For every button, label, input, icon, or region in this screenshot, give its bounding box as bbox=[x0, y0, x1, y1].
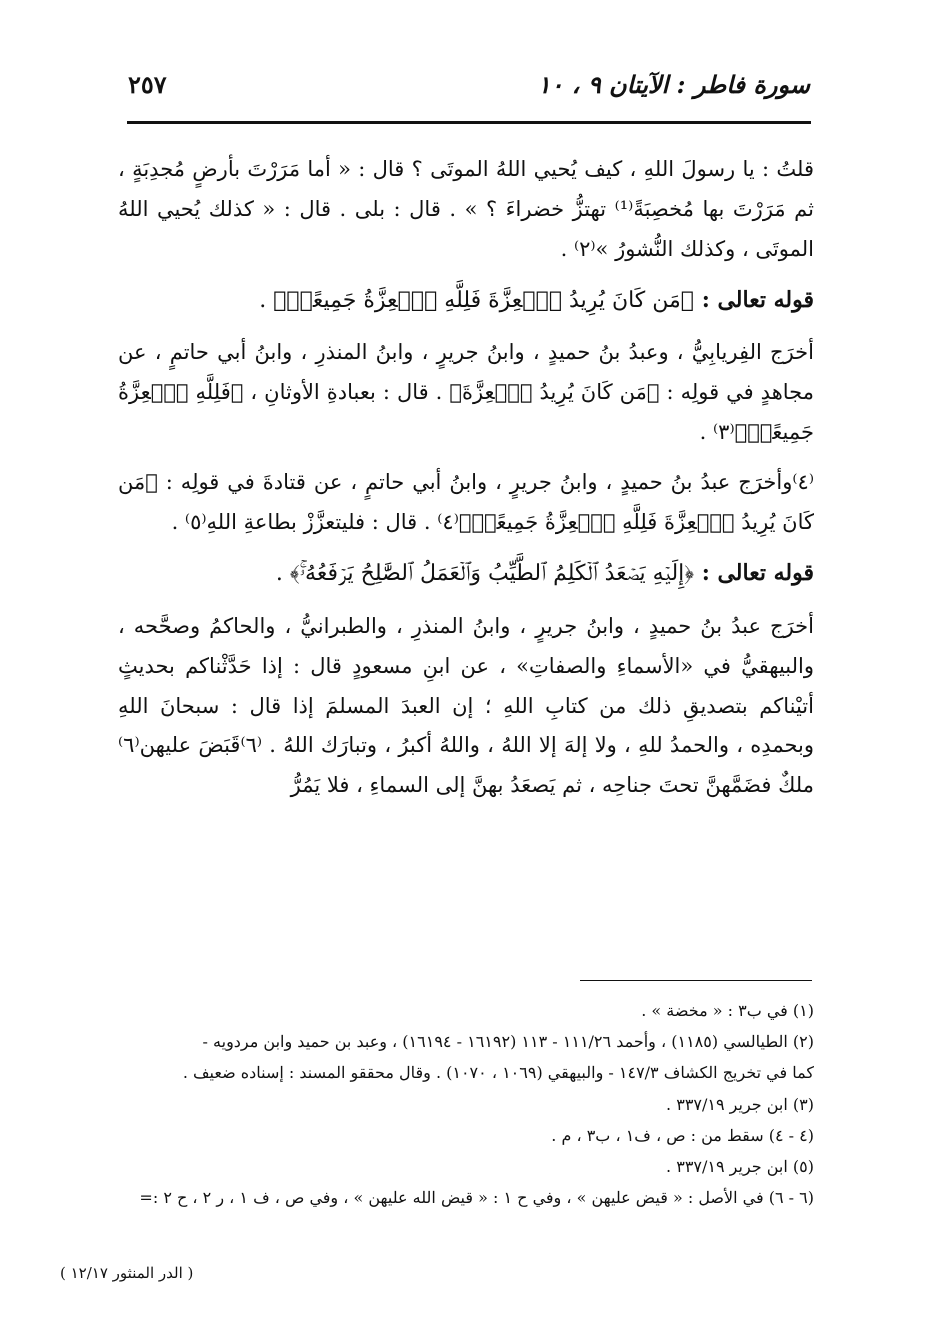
paragraph-2: أخرَج الفِريابِيُّ ، وعبدُ بنُ حميدٍ ، وابنُ جريرٍ ، وابنُ المنذرِ ، وابنُ أبي حاتمٍ ، عن مجاهدٍ في قولِه : ﴿مَن كَانَ يُرِيدُ ٱلۡعِزَّةَ﴾ . قال : بعبادةِ الأوثانِ ، ﴿فَلِلَّهِ ٱلۡعِزَّةُ جَمِيعًاۚ﴾⁽٣⁾ . bbox=[118, 340, 814, 445]
footnote-rule bbox=[580, 980, 812, 981]
footnotes bbox=[118, 995, 814, 1213]
footnote: (٣) ابن جرير ٣٣٧/١٩ . bbox=[666, 1094, 814, 1114]
verse-quote: ﴿مَن كَانَ يُرِيدُ ٱلۡعِزَّةَ فَلِلَّهِ ٱلۡعِزَّةُ جَمِيعًاۚ﴾ . bbox=[259, 287, 695, 313]
page-number: ٢٥٧ bbox=[128, 70, 167, 99]
page-header bbox=[128, 70, 810, 110]
footnote: كما في تخريج الكشاف ١٤٧/٣ - والبيهقي (١٠٦٩ ، ١٠٧٠) . وقال محققو المسند : إسناده ضعيف . bbox=[182, 1063, 814, 1083]
running-title: سورة فاطر : الآيتان ٩ ، ١٠ bbox=[537, 70, 810, 99]
verse-heading-1 bbox=[118, 280, 814, 322]
main-text bbox=[118, 150, 814, 806]
verse-heading-label: قوله تعالى : bbox=[701, 559, 814, 586]
footnote: (٤ - ٤) سقط من : ص ، ف١ ، ب٣ ، م . bbox=[551, 1125, 814, 1145]
signature-note: ( الدر المنثور ١٢/١٧ ) bbox=[60, 1264, 194, 1282]
footnote: (٦ - ٦) في الأصل : « قيض عليهن » ، وفي ح ١ : « قيض الله عليهن » ، وفي ص ، ف ١ ، ر ٢ ، ح ٢ := bbox=[139, 1188, 814, 1208]
footnote: (٢) الطيالسي (١١٨٥) ، وأحمد ١١١/٢٦ - ١١٣ (١٦١٩٢ - ١٦١٩٤) ، وعبد بن حميد وابن مردويه - bbox=[202, 1032, 814, 1052]
footnote: (١) في ب٣ : « مخضة » . bbox=[641, 1001, 814, 1020]
paragraph-3: ⁽٤⁾وأخرَج عبدُ بنُ حميدٍ ، وابنُ جريرٍ ، وابنُ أبي حاتمٍ ، عن قتادةَ في قولِه : ﴿مَن كَانَ يُرِيدُ ٱلۡعِزَّةَ فَلِلَّهِ ٱلۡعِزَّةُ جَمِيعًاۚ﴾⁽٤⁾ . قال : فليتعزَّزْ بطاعةِ اللهِ⁽٥⁾ . bbox=[118, 470, 814, 535]
paragraph-1: قلتُ : يا رسولَ اللهِ ، كيف يُحيي اللهُ الموتَى ؟ قال : « أما مَرَرْتَ بأرضٍ مُجدِبَةٍ ، ثم مَرَرْتَ بها مُخصِبَةً⁽¹⁾ تهتزُّ خضراءَ ؟ » . قال : بلى . قال : « كذلك يُحيي اللهُ الموتَى ، وكذلك النُّشورُ »⁽٢⁾ . bbox=[118, 157, 814, 261]
verse-heading-2 bbox=[118, 553, 814, 595]
verse-heading-label: قوله تعالى : bbox=[701, 286, 814, 313]
paragraph-4: أخرَج عبدُ بنُ حميدٍ ، وابنُ جريرٍ ، وابنُ المنذرِ ، والطبرانيُّ ، والحاكمُ وصحَّحه ، والبيهقيُّ في «الأسماءِ والصفاتِ» ، عن ابنِ مسعودٍ قال : إذا حَدَّثْناكم بحديثٍ أتيْناكم بتصديقِ ذلك من كتابِ اللهِ ؛ إن العبدَ المسلمَ إذا قال : سبحانَ اللهِ وبحمدِه ، والحمدُ للهِ ، ولا إلهَ إلا اللهُ ، واللهُ أكبرُ ، وتبارَك اللهُ . ⁽٦⁾قَبَضَ عليهن⁽٦⁾ ملكٌ فضَمَّهنَّ تحتَ جناحِه ، ثم يَصعَدُ بهنَّ إلى السماءِ ، فلا يَمُرُّ bbox=[118, 613, 815, 798]
header-rule bbox=[127, 121, 811, 124]
verse-quote: ﴿إِلَيۡهِ يَصۡعَدُ ٱلۡكَلِمُ ٱلطَّيِّبُ وَٱلۡعَمَلُ ٱلصَّٰلِحُ يَرۡفَعُهُۥۚ﴾ . bbox=[275, 560, 695, 586]
footnote: (٥) ابن جرير ٣٣٧/١٩ . bbox=[666, 1156, 814, 1176]
